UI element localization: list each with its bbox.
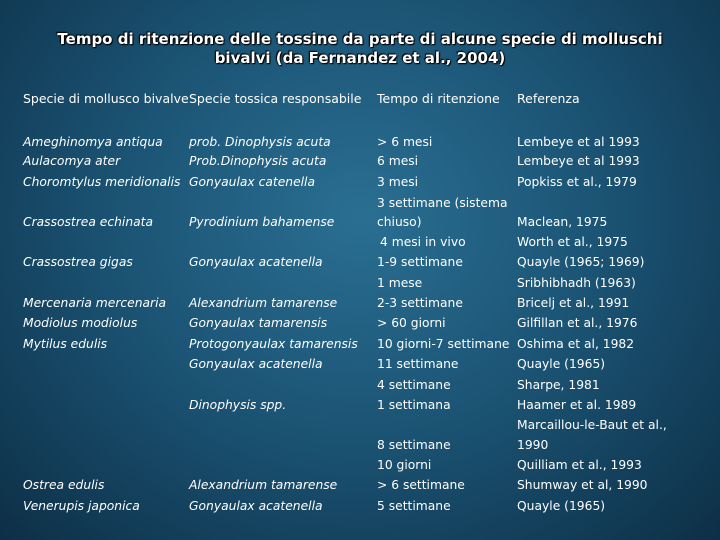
reference-cell: Lembeye et al 1993 bbox=[517, 135, 640, 149]
header-retention-time: Tempo di ritenzione bbox=[377, 91, 500, 106]
reference-cell: Bricelj et al., 1991 bbox=[517, 296, 630, 310]
retention-cell: > 60 giorni bbox=[377, 316, 446, 330]
retention-cell: 11 settimane bbox=[377, 357, 459, 371]
retention-cell: 6 mesi bbox=[377, 154, 419, 168]
retention-cell: 5 settimane bbox=[377, 499, 451, 513]
reference-cell: Maclean, 1975 bbox=[517, 215, 608, 229]
reference-cell: Quayle (1965) bbox=[517, 357, 606, 371]
retention-cell: 4 mesi in vivo bbox=[380, 235, 466, 249]
retention-cell: 1-9 settimane bbox=[377, 255, 463, 269]
reference-cell: Quayle (1965; 1969) bbox=[517, 255, 645, 269]
mollusc-cell: Modiolus modiolus bbox=[23, 316, 138, 330]
retention-cell: 4 settimane bbox=[377, 378, 451, 392]
reference-cell: Worth et al., 1975 bbox=[517, 235, 628, 249]
mollusc-cell: Crassostrea gigas bbox=[23, 255, 133, 269]
retention-cell: > 6 settimane bbox=[377, 478, 465, 492]
toxic-cell: Pyrodinium bahamense bbox=[189, 215, 335, 229]
toxic-cell: Gonyaulax tamarensis bbox=[189, 316, 328, 330]
reference-cell: Gilfillan et al., 1976 bbox=[517, 316, 638, 330]
retention-cell: 8 settimane bbox=[377, 438, 451, 452]
reference-cell: Quilliam et al., 1993 bbox=[517, 458, 642, 472]
toxic-cell: Dinophysis spp. bbox=[189, 398, 287, 412]
toxic-cell: Gonyaulax acatenella bbox=[189, 357, 323, 371]
toxic-cell: Gonyaulax catenella bbox=[189, 175, 316, 189]
retention-cell: 2-3 settimane bbox=[377, 296, 463, 310]
header-toxic-species: Specie tossica responsabile bbox=[189, 91, 362, 106]
mollusc-cell: Venerupis japonica bbox=[23, 499, 140, 513]
reference-cell: Popkiss et al., 1979 bbox=[517, 175, 637, 189]
toxic-cell: Alexandrium tamarense bbox=[189, 296, 338, 310]
reference-cell: Quayle (1965) bbox=[517, 499, 606, 513]
retention-cell: 10 giorni bbox=[377, 458, 432, 472]
reference-cell: Haamer et al. 1989 bbox=[517, 398, 637, 412]
retention-cell: 10 giorni-7 settimane bbox=[377, 337, 510, 351]
retention-cell: 3 mesi bbox=[377, 175, 419, 189]
mollusc-cell: Choromtylus meridionalis bbox=[23, 175, 181, 189]
reference-cell: Lembeye et al 1993 bbox=[517, 154, 640, 168]
header-mollusc-species: Specie di mollusco bivalve bbox=[23, 91, 189, 106]
toxic-cell: Gonyaulax acatenella bbox=[189, 255, 323, 269]
toxic-cell: Alexandrium tamarense bbox=[189, 478, 338, 492]
toxic-cell: Protogonyaulax tamarensis bbox=[189, 337, 358, 351]
reference-cell: Oshima et al, 1982 bbox=[517, 337, 635, 351]
toxic-cell: prob. Dinophysis acuta bbox=[189, 135, 331, 149]
retention-cell: chiuso) bbox=[377, 215, 422, 229]
mollusc-cell: Ameghinomya antiqua bbox=[23, 135, 163, 149]
reference-cell: Marcaillou-le-Baut et al., bbox=[517, 418, 667, 432]
mollusc-cell: Mytilus edulis bbox=[23, 337, 108, 351]
retention-cell: 3 settimane (sistema bbox=[377, 196, 508, 210]
retention-cell: 1 mese bbox=[377, 276, 423, 290]
retention-cell: > 6 mesi bbox=[377, 135, 433, 149]
reference-cell: Sharpe, 1981 bbox=[517, 378, 600, 392]
toxic-cell: Prob.Dinophysis acuta bbox=[189, 154, 327, 168]
reference-cell: Shumway et al, 1990 bbox=[517, 478, 648, 492]
mollusc-cell: Crassostrea echinata bbox=[23, 215, 154, 229]
mollusc-cell: Ostrea edulis bbox=[23, 478, 105, 492]
reference-cell: 1990 bbox=[517, 438, 549, 452]
toxic-cell: Gonyaulax acatenella bbox=[189, 499, 323, 513]
mollusc-cell: Mercenaria mercenaria bbox=[23, 296, 167, 310]
mollusc-cell: Aulacomya ater bbox=[23, 154, 121, 168]
slide-title: Tempo di ritenzione delle tossine da parte di alcune specie di molluschi bivalvi (da Fernandez et al., 2004) bbox=[57, 30, 663, 67]
retention-cell: 1 settimana bbox=[377, 398, 451, 412]
reference-cell: Sribhibhadh (1963) bbox=[517, 276, 636, 290]
header-reference: Referenza bbox=[517, 91, 580, 106]
